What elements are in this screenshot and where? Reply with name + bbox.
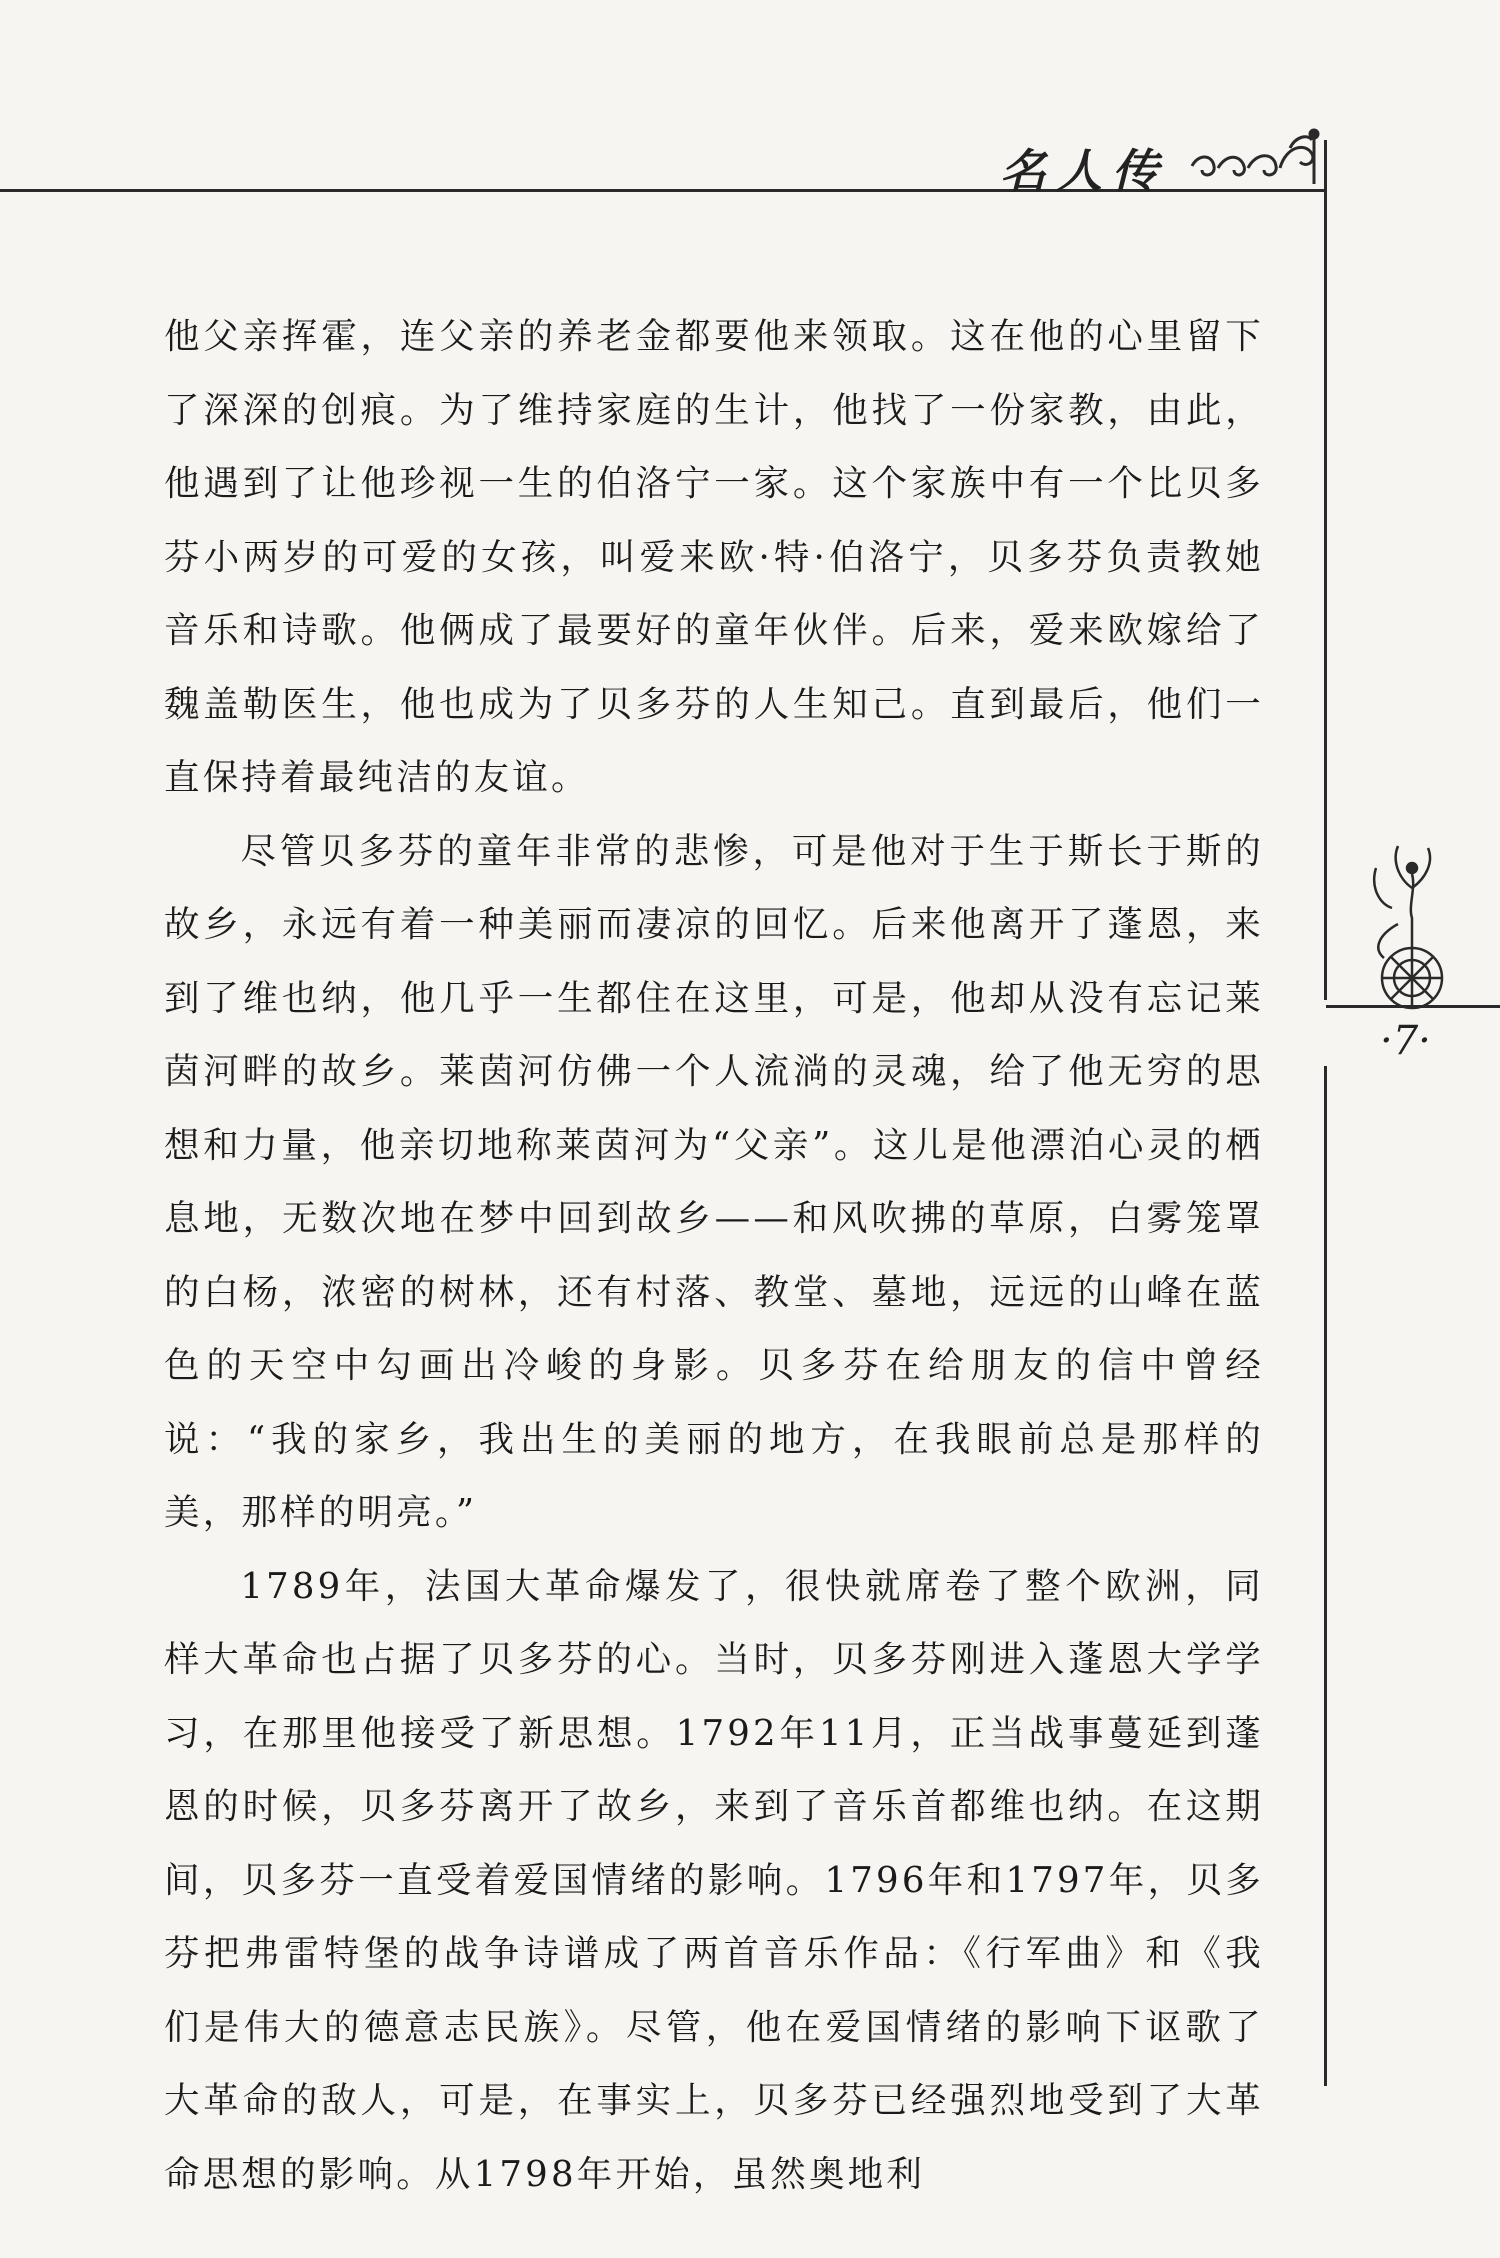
page-number: ·7· [1380,1018,1431,1064]
running-head: 名人传 [1000,144,1168,198]
scroll-ornament-icon [1186,128,1326,188]
edge-rule-lower [1324,1066,1327,2086]
paragraph: 尽管贝多芬的童年非常的悲惨，可是他对于生于斯长于斯的故乡，永远有着一种美丽而凄凉的回忆。后来他离开了蓬恩，来到了维也纳，他几乎一生都住在这里，可是，他却从没有忘记莱茵河畔的故乡。莱茵河仿佛一个人流淌的灵魂，给了他无穷的思想和力量，他亲切地称莱茵河为“父亲”。这儿是他漂泊心灵的栖息地，无数次地在梦中回到故乡——和风吹拂的草原，白雾笼罩的白杨，浓密的树林，还有村落、教堂、墓地，远远的山峰在蓝色的天空中勾画出冷峻的身影。贝多芬在给朋友的信中曾经说：“我的家乡，我出生的美丽的地方，在我眼前总是那样的美，那样的明亮。” [164,830,1264,1533]
edge-rule-upper [1324,140,1327,1000]
fairy-on-wheel-icon [1362,828,1462,1018]
body-text [164,300,1264,2211]
paragraph: 他父亲挥霍，连父亲的养老金都要他来领取。这在他的心里留下了深深的创痕。为了维持家庭的生计，他找了一份家教，由此，他遇到了让他珍视一生的伯洛宁一家。这个家族中有一个比贝多芬小两岁的可爱的女孩，叫爱来欧·特·伯洛宁，贝多芬负责教她音乐和诗歌。他俩成了最要好的童年伙伴。后来，爱来欧嫁给了魏盖勒医生，他也成为了贝多芬的人生知己。直到最后，他们一直保持着最纯洁的友谊。 [164,316,1264,798]
paragraph: 1789年，法国大革命爆发了，很快就席卷了整个欧洲，同样大革命也占据了贝多芬的心。当时，贝多芬刚进入蓬恩大学学习，在那里他接受了新思想。1792年11月，正当战事蔓延到蓬恩的时候，贝多芬离开了故乡，来到了音乐首都维也纳。在这期间，贝多芬一直受着爱国情绪的影响。1796年和1797年，贝多芬把弗雷特堡的战争诗谱成了两首音乐作品：《行军曲》和《我们是伟大的德意志民族》。尽管，他在爱国情绪的影响下讴歌了大革命的敌人，可是，在事实上，贝多芬已经强烈地受到了大革命思想的影响。从1798年开始，虽然奥地利 [164,1565,1264,2195]
